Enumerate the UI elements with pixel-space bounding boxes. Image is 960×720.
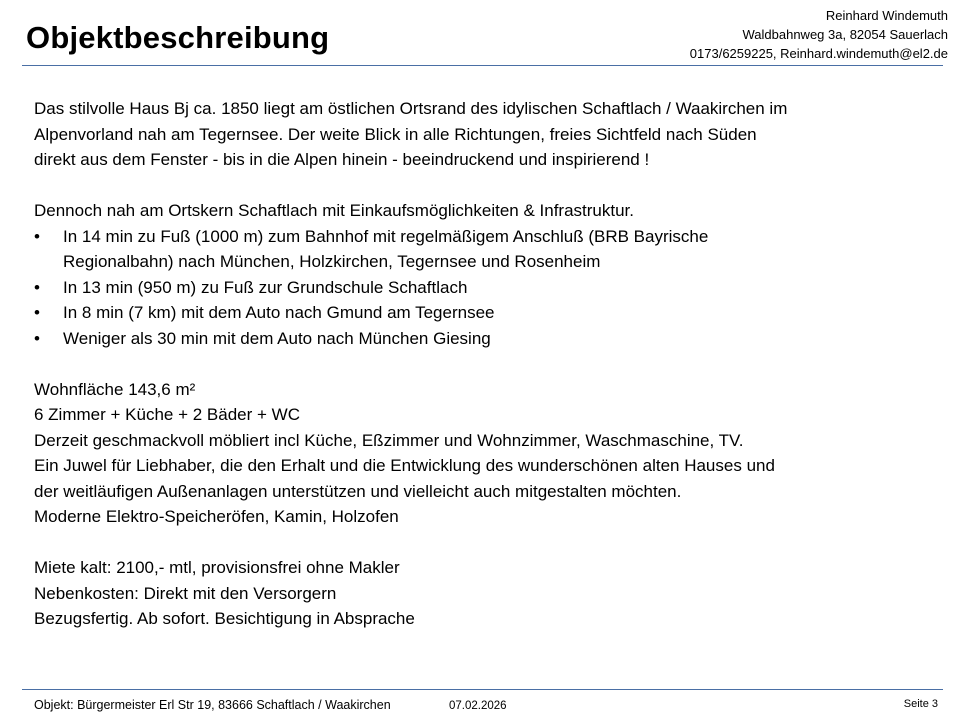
page-number: Seite 3	[903, 698, 938, 710]
bullet-icon: •	[34, 328, 40, 348]
list-item-text: In 8 min (7 km) mit dem Auto nach Gmund am Tegernsee	[63, 303, 495, 322]
bullet-icon: •	[34, 226, 40, 246]
room-count: 6 Zimmer + Küche + 2 Bäder + WC	[34, 405, 300, 424]
list-item	[34, 326, 934, 352]
paragraph-gap	[34, 530, 934, 556]
list-item-text: Regionalbahn) nach München, Holzkirchen, Tegernsee und Rosenheim	[63, 252, 601, 271]
terms-section	[34, 555, 934, 632]
bullet-icon: •	[34, 303, 40, 322]
details-section	[34, 377, 934, 530]
contact-phone-email: 0173/6259225, Reinhard.windemuth@el2.de	[689, 46, 948, 61]
list-item-text: Weniger als 30 min mit dem Auto nach München Giesing	[63, 328, 491, 348]
jewel-note: der weitläufigen Außenanlagen unterstützen und vielleicht auch mitgestalten möchten.	[34, 481, 682, 501]
list-item	[34, 275, 934, 301]
bullet-icon: •	[34, 277, 40, 297]
intro-paragraph	[34, 96, 934, 173]
list-item-text: In 13 min (950 m) zu Fuß zur Grundschule Schaftlach	[63, 277, 468, 297]
furnishing-note: Derzeit geschmackvoll möbliert incl Küche, Eßzimmer und Wohnzimmer, Waschmaschine, TV.	[34, 430, 744, 450]
rent-line: Miete kalt: 2100,- mtl, provisionsfrei ohne Makler	[34, 558, 400, 577]
list-item	[34, 300, 934, 326]
location-section	[34, 198, 934, 351]
jewel-note: Ein Juwel für Liebhaber, die den Erhalt und die Entwicklung des wunderschönen alten Hauses und	[34, 456, 775, 475]
contact-name: Reinhard Windemuth	[825, 8, 948, 23]
paragraph-gap	[34, 351, 934, 377]
footer-divider	[22, 689, 943, 690]
list-item	[34, 224, 934, 275]
intro-line: direkt aus dem Fenster - bis in die Alpen hinein - beeindruckend und inspirierend !	[34, 150, 650, 169]
contact-address: Waldbahnweg 3a, 82054 Sauerlach	[742, 27, 948, 42]
utilities-line: Nebenkosten: Direkt mit den Versorgern	[34, 583, 337, 603]
living-area: Wohnfläche 143,6 m²	[34, 379, 196, 399]
paragraph-gap	[34, 173, 934, 199]
footer-date: 07.02.2026	[449, 700, 507, 712]
availability-line: Bezugsfertig. Ab sofort. Besichtigung in Absprache	[34, 609, 415, 628]
location-bullet-list	[34, 224, 934, 352]
heating-note: Moderne Elektro-Speicheröfen, Kamin, Holzofen	[34, 507, 399, 526]
footer-object-address: Objekt: Bürgermeister Erl Str 19, 83666 Schaftlach / Waakirchen	[34, 698, 391, 712]
description-body	[34, 96, 934, 632]
location-heading: Dennoch nah am Ortskern Schaftlach mit Einkaufsmöglichkeiten & Infrastruktur.	[34, 201, 634, 220]
contact-block	[690, 6, 948, 63]
list-item-text: In 14 min zu Fuß (1000 m) zum Bahnhof mit regelmäßigem Anschluß (BRB Bayrische	[63, 226, 709, 246]
intro-line: Das stilvolle Haus Bj ca. 1850 liegt am östlichen Ortsrand des idylischen Schaftlach / Waakirchen im	[34, 99, 788, 118]
page-title: Objektbeschreibung	[26, 20, 330, 55]
intro-line: Alpenvorland nah am Tegernsee. Der weite Blick in alle Richtungen, freies Sichtfeld nach Süden	[34, 124, 757, 144]
header-divider	[22, 65, 943, 66]
